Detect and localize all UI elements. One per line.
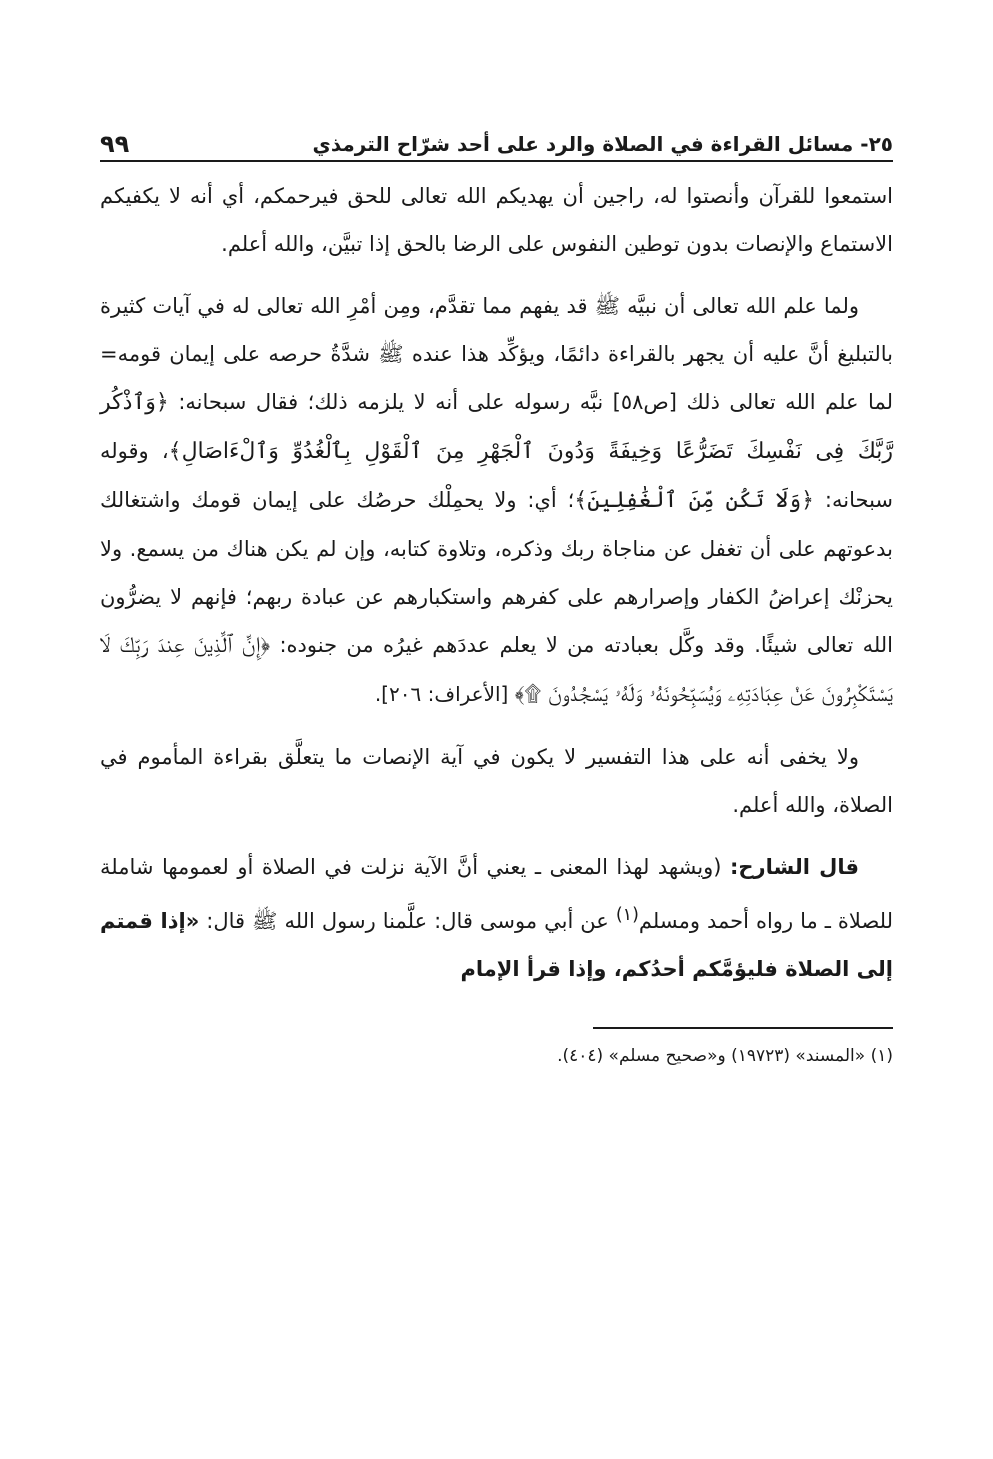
paragraph-2-text-c: ؛ أي: ولا يحمِلْك حرصُك على إيمان قومك واشتغالك بدعوتهم على أن تغفل عن مناجاة ربك وذكره، وتلاوة كتابه، وإن لم يكن هناك من يسمع. ولا يحزنْك إعراضُ الكفار وإصرارهم على كفرهم واستكبارهم عن عبادة ربهم؛ فإنهم لا يضرُّون الله تعالى شيئًا. وقد وكَّل بعبادته من لا يعلم عددَهم غيرُه من جنوده: — [100, 488, 894, 657]
page-number: ٩٩ — [100, 130, 130, 158]
footnote-marker: (١) — [615, 905, 639, 925]
paragraph-4-text-b: عن أبي موسى قال: علَّمنا رسول الله ﷺ قال: — [199, 909, 616, 933]
running-title: ٢٥- مسائل القراءة في الصلاة والرد على أحد شرّاح الترمذي — [312, 132, 893, 156]
quran-verse-1: ﴿وَٱذْكُر رَّبَّكَ فِى نَفْسِكَ تَضَرُّعًا وَخِيفَةً وَدُونَ ٱلْجَهْرِ مِنَ ٱلْقَوْلِ بِٱلْغُدُوِّ وَٱلْءَاصَالِ﴾ — [100, 390, 893, 464]
quran-verse-2: ﴿وَلَا تَكُن مِّنَ ٱلْغَٰفِلِينَ﴾ — [574, 488, 815, 513]
verse-reference: [الأعراف: ٢٠٦]. — [374, 682, 515, 706]
main-text — [100, 172, 893, 993]
page-header — [100, 118, 893, 162]
commentator-label: قال الشارح: — [730, 855, 859, 879]
paragraph-2-text-a: ولما علم الله تعالى أن نبيَّه ﷺ قد يفهم مما تقدَّم، ومِن أمْرِ الله تعالى له في آيات كثيرة بالتبليغ أنَّ عليه أن يجهر بالقراءة دائمًا، ويؤكِّد هذا عنده ﷺ شدَّةُ حرصه على إيمان قومه= لما علم الله تعالى ذلك [ص٥٨] نبَّه رسوله على أنه لا يلزمه ذلك؛ فقال سبحانه: — [100, 294, 893, 414]
paragraph-4-text-a: (ويشهد لهذا المعنى ـ يعني أنَّ الآية نزلت في الصلاة أو لعمومها شاملة للصلاة ـ ما رواه أحمد ومسلم — [100, 855, 894, 933]
paragraph-3: ولا يخفى أنه على هذا التفسير لا يكون في آية الإنصات ما يتعلَّق بقراءة المأموم في الصلاة، والله أعلم. — [100, 745, 893, 817]
quran-verse-3: ﴿إِنَّ ٱلَّذِينَ عِندَ رَبِّكَ لَا يَسْتَكْبِرُونَ عَنْ عِبَادَتِهِۦ وَيُسَبِّحُونَهُۥ وَلَهُۥ يَسْجُدُونَ ۩﴾ — [100, 633, 893, 707]
hadith-quote: «إذا قمتم إلى الصلاة فليؤمَّكم أحدُكم، وإذا قرأ الإمام — [100, 909, 893, 981]
paragraph-2 — [100, 282, 893, 719]
paragraph-4 — [100, 843, 893, 993]
book-page — [100, 118, 893, 1071]
paragraph-1: استمعوا للقرآن وأنصتوا له، راجين أن يهديكم الله تعالى للحق فيرحمكم، أي أنه لا يكفيكم الاستماع والإنصات بدون توطين النفوس على الرضا بالحق إذا تبيَّن، والله أعلم. — [100, 184, 893, 256]
footnote-divider — [593, 1027, 893, 1029]
footnote: (١) «المسند» (١٩٧٢٣) و«صحيح مسلم» (٤٠٤). — [557, 1046, 893, 1066]
paragraph-2-text-b: ، وقوله سبحانه: — [100, 439, 894, 512]
